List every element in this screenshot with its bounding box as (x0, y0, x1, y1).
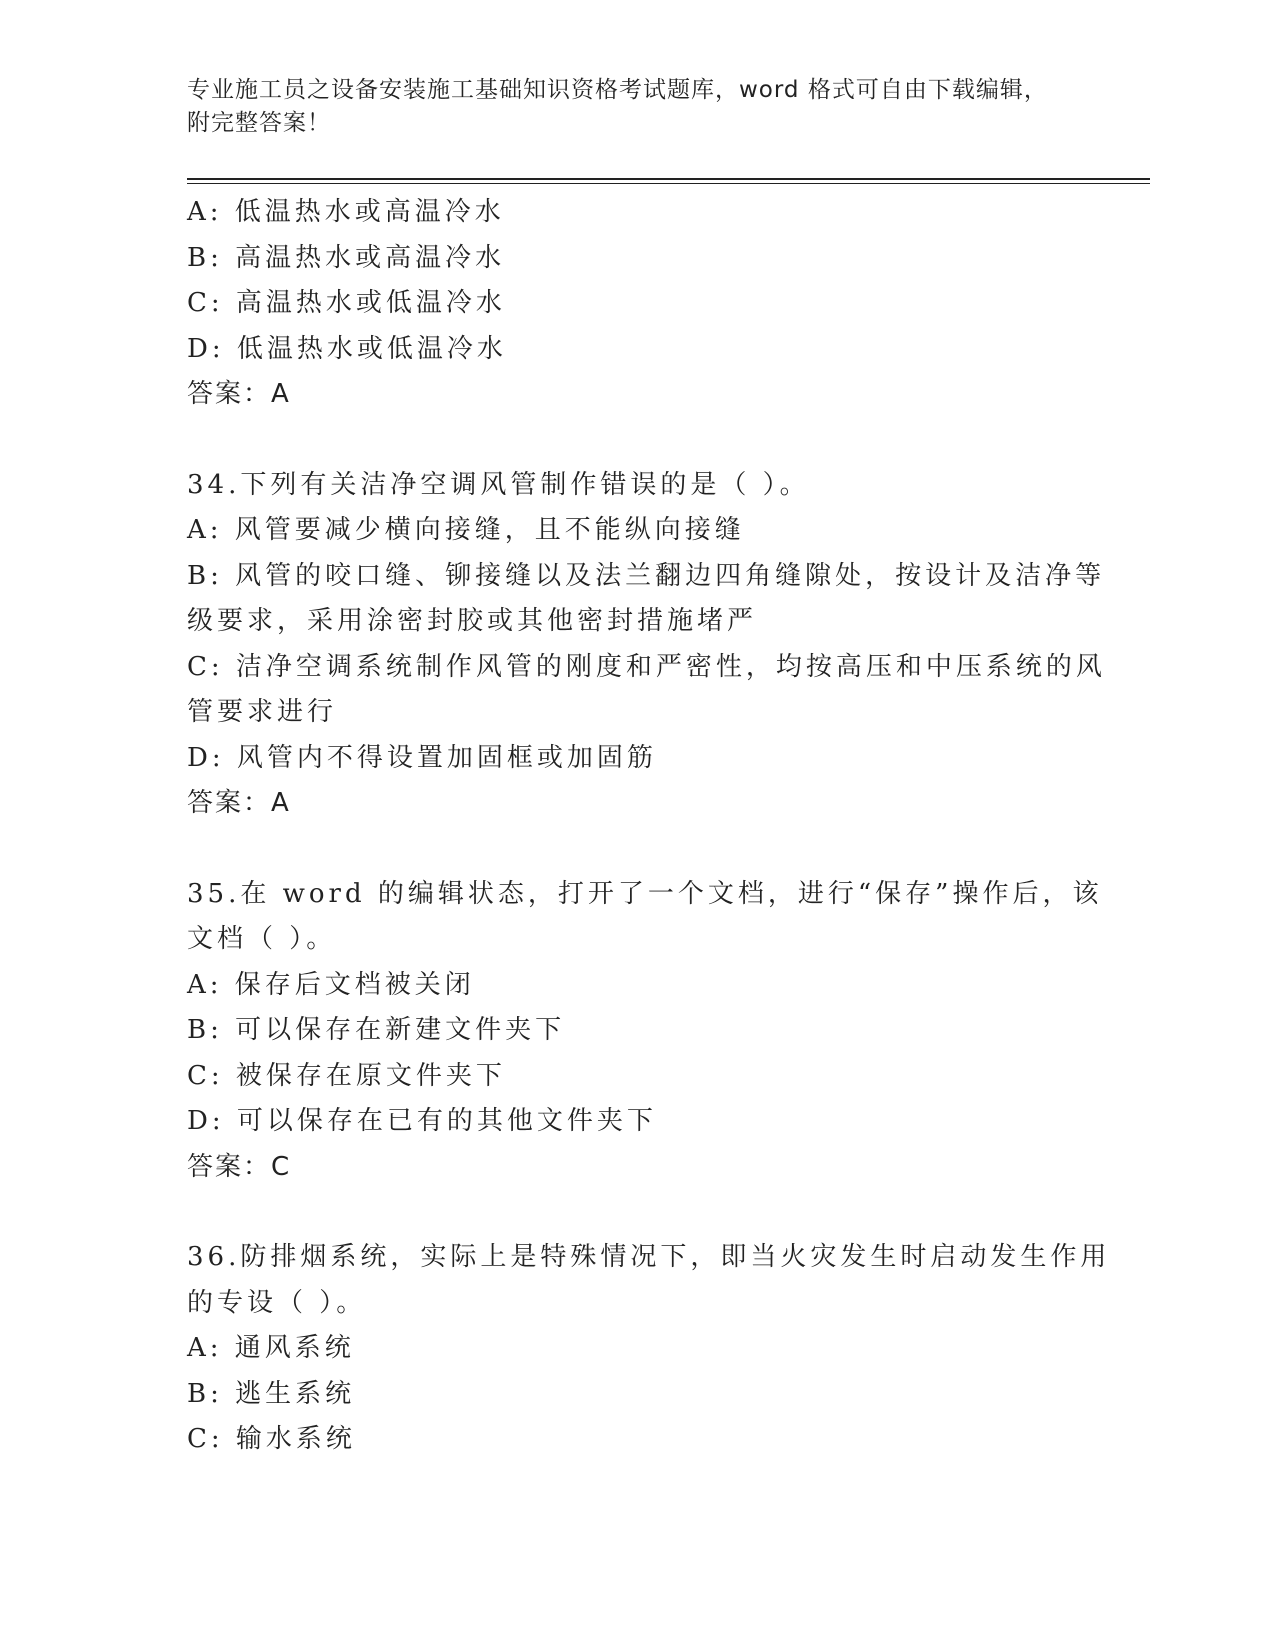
option-a: A: 保存后文档被关闭 (187, 969, 475, 1000)
option-d: D: 低温热水或低温冷水 (187, 333, 507, 364)
answer-34: 答案：A (187, 788, 291, 818)
spacer (187, 418, 1087, 463)
question-stem: 36.防排烟系统，实际上是特殊情况下，即当火灾发生时启动发生作用 (187, 1242, 1111, 1272)
question-stem: 34.下列有关洁净空调风管制作错误的是（ ）。 (187, 469, 810, 500)
option-c-continued: 管要求进行 (187, 697, 338, 727)
answer-35: 答案：C (187, 1151, 292, 1182)
option-c: C: 输水系统 (187, 1424, 356, 1454)
option-a: A: 风管要减少横向接缝，且不能纵向接缝 (187, 515, 745, 545)
option-a: A: 低温热水或高温冷水 (187, 197, 505, 227)
page-header (187, 74, 1067, 140)
option-c: C: 洁净空调系统制作风管的刚度和严密性，均按高压和中压系统的风 (187, 651, 1106, 682)
question-34 (187, 463, 1106, 827)
answer-33: 答案：A (187, 379, 291, 409)
option-a: A: 通风系统 (187, 1333, 355, 1363)
question-stem: 35.在 word 的编辑状态，打开了一个文档，进行“保存”操作后，该 (187, 878, 1103, 909)
header-divider (187, 178, 1150, 184)
spacer (187, 1190, 1087, 1235)
question-35 (187, 872, 1103, 1191)
option-c: C: 高温热水或低温冷水 (187, 288, 506, 318)
option-c: C: 被保存在原文件夹下 (187, 1060, 506, 1091)
option-b: B: 高温热水或高温冷水 (187, 242, 506, 273)
option-d: D: 风管内不得设置加固框或加固筋 (187, 742, 657, 773)
header-line-1: 专业施工员之设备安装施工基础知识资格考试题库，word 格式可自由下载编辑， (187, 77, 1048, 103)
document-body (187, 190, 1111, 1463)
header-line-2: 附完整答案！ (187, 110, 331, 136)
option-b: B: 风管的咬口缝、铆接缝以及法兰翻边四角缝隙处，按设计及洁净等 (187, 560, 1106, 591)
question-36 (187, 1235, 1111, 1463)
spacer (187, 827, 1087, 872)
question-33 (187, 190, 1087, 418)
question-stem-continued: 文档（ ）。 (187, 924, 337, 954)
option-b-continued: 级要求，采用涂密封胶或其他密封措施堵严 (187, 606, 758, 636)
option-d: D: 可以保存在已有的其他文件夹下 (187, 1106, 657, 1136)
option-b: B: 可以保存在新建文件夹下 (187, 1015, 566, 1045)
question-stem-continued: 的专设（ ）。 (187, 1287, 367, 1318)
option-b: B: 逃生系统 (187, 1378, 356, 1409)
